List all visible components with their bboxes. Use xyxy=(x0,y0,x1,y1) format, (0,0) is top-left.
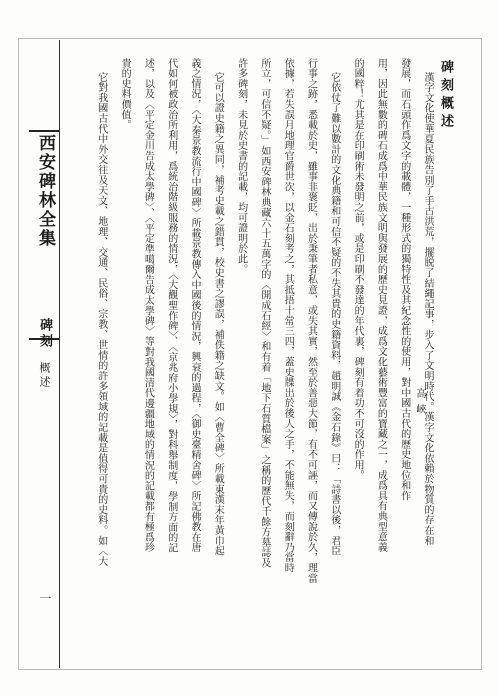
text-column: 它可以證史籍之異同，補考史載之錯貫，校史書之謬誤，補佚籍之缺文。如〈曹全碑〉所載東漢末年黃巾起 xyxy=(212,72,224,557)
text-column: 述，以及〈平定金川告成太學碑〉、〈平定準噶爾告成太學碑〉等對我國清代邊疆地域的情況的記載都有極爲珍 xyxy=(142,58,154,553)
text-column: 發展，而石頭作爲文字的載體，一種形式的獨特性及其紀念性的使用，對中國古代的歷史地位和作 xyxy=(398,58,410,501)
margin-rule-top xyxy=(29,130,59,132)
text-column: 義之情況，〈大秦景教流行中國碑〉所載景教傳入中國後的情況，興衰的過程，〈御史臺精舍碑〉所記佛教在唐 xyxy=(189,58,200,553)
text-column: 所立，可信不疑。」如西安碑林典藏六十五萬字的〈開成石經〉和有着「地下石質檔案」之稱的歷代千餘方墓誌及 xyxy=(258,58,270,568)
section-title: 碑刻 xyxy=(37,318,52,350)
text-column: 代如何被政治所利用，爲統治階級服務的情況，〈大觀聖作碑〉、〈京兆府小學規〉，對科舉制度，學制方面的記 xyxy=(165,58,177,553)
text-column: 它依仗了難以數計的文化典籍和可信不疑的不失其貴的史籍資料，趙明誠《金石錄》曰：「詩書以後，君臣 xyxy=(328,72,340,557)
text-column: 的國粹！尤其是在印刷術未發明之前，或是印刷不發達的年代裏，碑刻有着功不可沒的作用。 xyxy=(352,58,364,481)
text-column: 依據，若失誤月地理官爵世次，以金石刻考之，其抵捂十常三四，蓋史牒出於後人之手，不能無失，而刻辭乃當時 xyxy=(282,58,294,573)
text-column: 它對我國古代中外交往及天文、地理、交通、民俗、宗教、世情的許多領域的記載是值得可貴的史料。如〈大 xyxy=(95,72,107,567)
page-number: 一 xyxy=(38,592,52,604)
subsection-title: 概述 xyxy=(38,362,51,390)
page-frame xyxy=(18,38,482,670)
article-title: 碑刻概述 xyxy=(438,60,453,132)
text-column: 行事之跡，悉載於史，雖事非褒貶，出於秉筆者私意，或失其實，然至於善惡大節，有不可誣，而又傳說於久，理當 xyxy=(305,58,317,584)
text-column: 許多碑刻，未見於史書的記載，均可證明於此。 xyxy=(235,58,247,275)
text-column: 貴的史料價值。 xyxy=(119,58,131,131)
article-author: 高峽 xyxy=(414,388,425,420)
book-title: 西安碑林全集 xyxy=(35,134,55,248)
text-column: 用，因此無數的碑石成爲中華民族文明與發展的歷史見證，成爲文化藝術豐富的寶藏之一，成爲具有典型意義 xyxy=(375,58,387,553)
text-column: 漢字文化使華夏民族告別了手古洪荒，擺脱了結繩記事，步入了文明時代。漢字文化依賴於物質的存在和 xyxy=(422,72,433,546)
